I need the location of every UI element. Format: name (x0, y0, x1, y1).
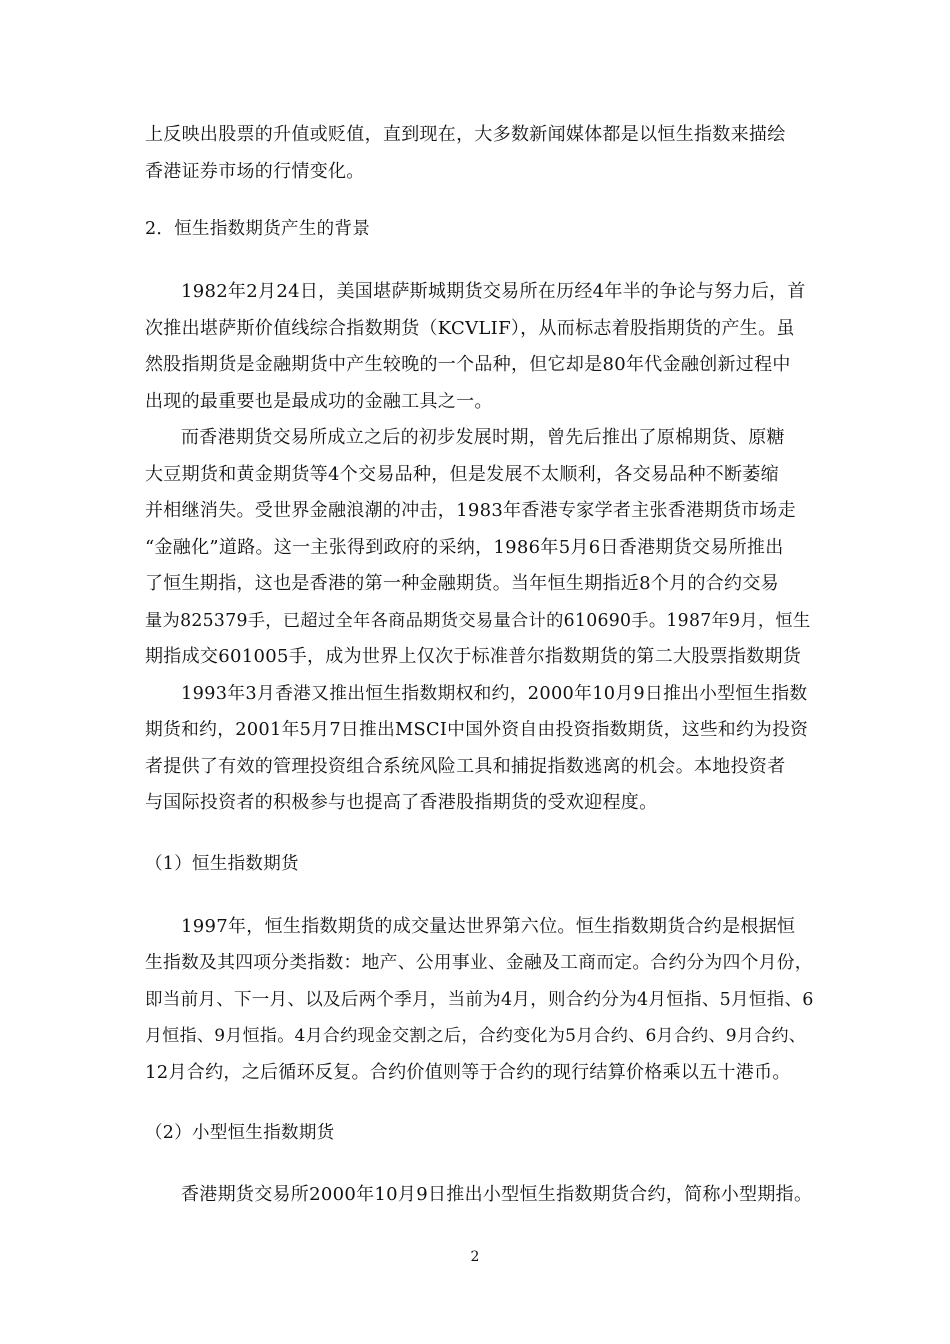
section-2-p2-line-1: 而香港期货交易所成立之后的初步发展时期，曾先后推出了原棉期货、原糖 (181, 427, 785, 448)
subsection-1-line-3: 即当前月、下一月、以及后两个季月，当前为4月，则合约分为4月恒指、5月恒指、6 (145, 990, 814, 1010)
section-2-p1-line-3: 然股指期货是金融期货中产生较晚的一个品种，但它却是80年代金融创新过程中 (145, 354, 791, 375)
section-2-heading: 2．恒生指数期货产生的背景 (145, 219, 371, 239)
section-2-p2-line-3: 并相继消失。受世界金融浪潮的冲击，1983年香港专家学者主张香港期货市场走 (145, 500, 796, 521)
section-2-p3-line-4: 与国际投资者的积极参与也提高了香港股指期货的受欢迎程度。 (145, 792, 658, 813)
page-number: 2 (470, 1249, 480, 1265)
subsection-2-heading: （2）小型恒生指数期货 (145, 1123, 335, 1143)
section-2-p2-line-6: 量为825379手，已超过全年各商品期货交易量合计的610690手。1987年9月，恒生 (145, 611, 811, 631)
subsection-1-line-5: 12月合约，之后循环反复。合约价值则等于合约的现行结算价格乘以五十港币。 (145, 1062, 791, 1083)
section-2-p2-line-4: “金融化”道路。这一主张得到政府的采纳，1986年5月6日香港期货交易所推出 (145, 537, 784, 558)
subsection-1-heading: （1）恒生指数期货 (145, 854, 299, 874)
section-2-p2-line-2: 大豆期货和黄金期货等4个交易品种，但是发展不太顺利，各交易品种不断萎缩 (145, 464, 779, 485)
section-2-p2-line-5: 了恒生期指，这也是香港的第一种金融期货。当年恒生期指近8个月的合约交易 (145, 573, 779, 594)
section-2-p1-line-4: 出现的最重要也是最成功的金融工具之一。 (145, 391, 493, 412)
section-2-p3-line-3: 者提供了有效的管理投资组合系统风险工具和捕捉指数逃离的机会。本地投资者 (145, 756, 786, 777)
section-2-p3-line-2: 期货和约，2001年5月7日推出MSCI中国外资自由投资指数期货，这些和约为投资 (145, 720, 809, 740)
intro-line-1: 上反映出股票的升值或贬值，直到现在，大多数新闻媒体都是以恒生指数来描绘 (145, 124, 786, 145)
section-2-p3-line-1: 1993年3月香港又推出恒生指数期权和约，2000年10月9日推出小型恒生指数 (181, 684, 808, 704)
section-2-p1-line-2: 次推出堪萨斯价值线综合指数期货（KCVLIF），从而标志着股指期货的产生。虽 (145, 318, 795, 339)
subsection-2-line-1: 香港期货交易所2000年10月9日推出小型恒生指数期货合约，简称小型期指。 (181, 1184, 813, 1205)
subsection-1-line-1: 1997年，恒生指数期货的成交量达世界第六位。恒生指数期货合约是根据恒 (181, 916, 796, 937)
intro-line-2: 香港证券市场的行情变化。 (145, 161, 365, 182)
subsection-1-line-2: 生指数及其四项分类指数：地产、公用事业、金融及工商而定。合约分为四个月份， (145, 953, 813, 973)
subsection-1-line-4: 月恒指、9月恒指。4月合约现金交割之后，合约变化为5月合约、6月合约、9月合约、 (145, 1026, 807, 1046)
section-2-p2-line-7: 期指成交601005手，成为世界上仅次于标准普尔指数期货的第二大股票指数期货 (145, 646, 802, 667)
section-2-p1-line-1: 1982年2月24日，美国堪萨斯城期货交易所在历经4年半的争论与努力后，首 (181, 281, 806, 302)
